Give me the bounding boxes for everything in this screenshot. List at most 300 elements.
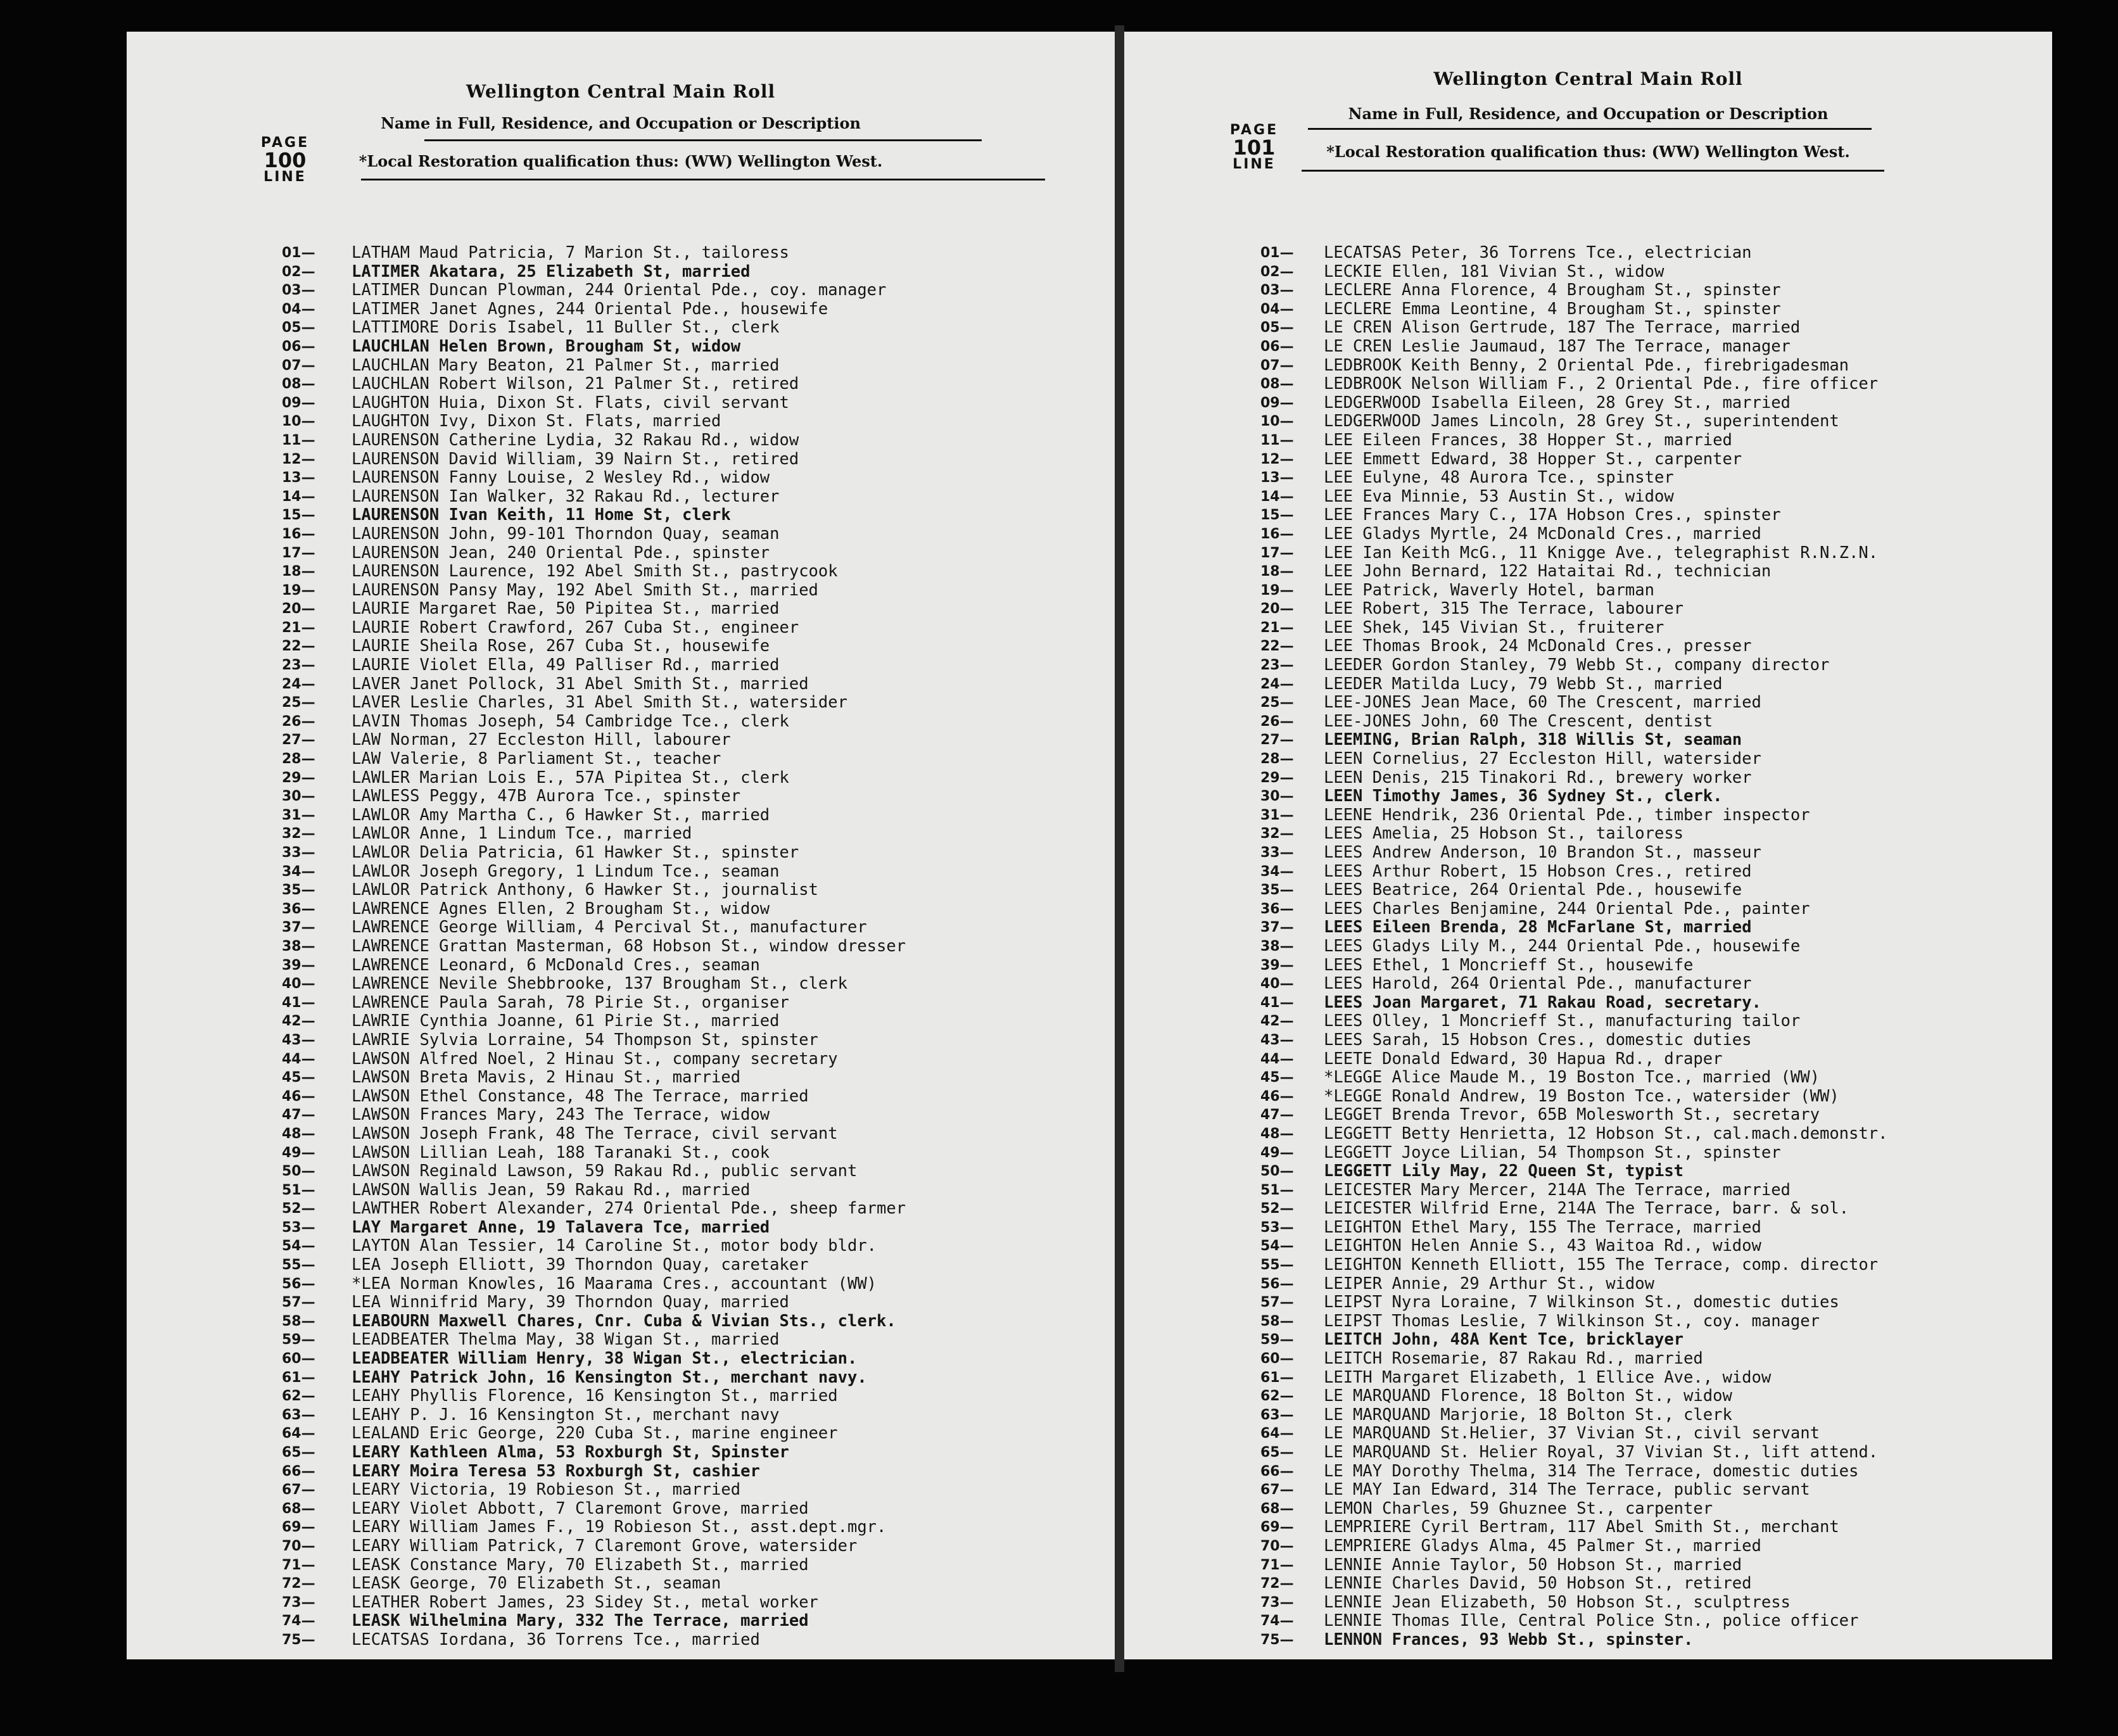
entry-text: LEARY Victoria, 19 Robieson St., married (352, 1480, 741, 1500)
entry-text: LEE Emmett Edward, 38 Hopper St., carpenter (1324, 449, 1742, 469)
roll-entry (1124, 787, 2052, 806)
entry-text: LEIGHTON Kenneth Elliott, 155 The Terrace, comp. director (1324, 1255, 1879, 1275)
roll-entry (1124, 1593, 2052, 1612)
line-number: 29— (282, 770, 315, 786)
entry-text: LE MARQUAND St.Helier, 37 Vivian St., civil servant (1324, 1424, 1820, 1443)
line-number: 09— (282, 395, 315, 411)
line-number: 67— (1260, 1482, 1294, 1498)
roll-entry (1124, 713, 2052, 732)
line-number: 54— (1260, 1238, 1294, 1255)
line-number: 15— (282, 507, 315, 524)
line-number: 40— (1260, 976, 1294, 992)
line-number: 60— (1260, 1351, 1294, 1367)
line-number: 46— (1260, 1088, 1294, 1105)
entry-text: LEGGET Brenda Trevor, 65B Molesworth St., secretary (1324, 1105, 1820, 1125)
line-number: 25— (282, 695, 315, 711)
roll-entry (1124, 1518, 2052, 1537)
roll-entry (1124, 525, 2052, 544)
roll-entry (127, 750, 1115, 769)
roll-entry (1124, 300, 2052, 319)
entry-text: LEES Andrew Anderson, 10 Brandon St., masseur (1324, 843, 1761, 862)
entry-text: LAWLOR Joseph Gregory, 1 Lindum Tce., seaman (352, 861, 780, 881)
page-number: 101 (1233, 136, 1276, 160)
entry-text: LEEMING, Brian Ralph, 318 Willis St, seaman (1324, 730, 1742, 750)
roll-entry (1124, 1387, 2052, 1406)
line-number: 41— (282, 994, 315, 1011)
roll-title: Wellington Central Main Roll (466, 81, 776, 102)
line-number: 32— (282, 826, 315, 842)
roll-entry (127, 975, 1115, 994)
line-number: 27— (282, 732, 315, 749)
entry-text: LEES Charles Benjamine, 244 Oriental Pde., painter (1324, 899, 1810, 918)
line-number: 65— (282, 1445, 315, 1460)
entry-text: LEICESTER Mary Mercer, 214A The Terrace, married (1324, 1180, 1791, 1200)
roll-entry (127, 694, 1115, 713)
roll-entry (127, 656, 1115, 675)
line-number: 03— (282, 282, 315, 299)
entry-text: LE MARQUAND Florence, 18 Bolton St., widow (1324, 1386, 1732, 1406)
roll-entry (1124, 375, 2052, 394)
entry-text: LEE Eva Minnie, 53 Austin St., widow (1324, 486, 1674, 506)
entry-text: LAVER Janet Pollock, 31 Abel Smith St., married (352, 674, 809, 694)
entry-text: LAWRENCE Nevile Shebbrooke, 137 Brougham St., clerk (352, 974, 847, 994)
line-number: 66— (1260, 1463, 1294, 1479)
entry-text: LAWLOR Anne, 1 Lindum Tce., married (352, 824, 692, 844)
roll-entry (127, 731, 1115, 750)
line-number: 34— (1260, 863, 1294, 880)
entry-text: LAURIE Robert Crawford, 267 Cuba St., engineer (352, 618, 799, 637)
line-number: 55— (282, 1257, 315, 1274)
roll-entry (127, 1181, 1115, 1200)
line-number: 35— (1260, 882, 1294, 899)
line-number: 06— (1260, 338, 1294, 355)
entry-text: LEARY William James F., 19 Robieson St., asst.dept.mgr. (352, 1517, 887, 1537)
line-number: 02— (1260, 263, 1294, 280)
roll-entry (127, 1331, 1115, 1350)
roll-entry (1124, 918, 2052, 937)
entry-text: LAYTON Alan Tessier, 14 Caroline St., motor body bldr. (352, 1236, 877, 1256)
roll-entry (1124, 1237, 2052, 1256)
line-number: 07— (1260, 357, 1294, 374)
entry-text: LEARY Violet Abbott, 7 Claremont Grove, married (352, 1498, 809, 1518)
book-gutter (1115, 25, 1124, 1672)
entry-text: LEADBEATER William Henry, 38 Wigan St., electrician. (352, 1349, 858, 1369)
line-number: 66— (282, 1463, 315, 1479)
entry-text: LATIMER Janet Agnes, 244 Oriental Pde., housewife (352, 299, 828, 319)
roll-entry (1124, 488, 2052, 507)
entry-text: LAWRENCE Agnes Ellen, 2 Brougham St., widow (352, 899, 770, 918)
entry-text: LEASK George, 70 Elizabeth St., seaman (352, 1574, 721, 1593)
roll-entry (127, 956, 1115, 975)
heading-rule (424, 139, 982, 141)
roll-entry (127, 1518, 1115, 1537)
entry-text: LEE Robert, 315 The Terrace, labourer (1324, 599, 1684, 619)
line-number: 35— (282, 882, 315, 899)
line-number: 33— (282, 845, 315, 861)
heading-rule (361, 179, 1045, 181)
line-number: 52— (282, 1201, 315, 1217)
line-number: 22— (1260, 638, 1294, 655)
roll-entry (127, 1106, 1115, 1125)
entry-text: LECATSAS Peter, 36 Torrens Tce., electrician (1324, 243, 1752, 262)
entry-text: LAWSON Frances Mary, 243 The Terrace, widow (352, 1105, 770, 1125)
entry-text: LEENE Hendrik, 236 Oriental Pde., timber inspector (1324, 805, 1810, 825)
entry-text: LEARY Moira Teresa 53 Roxburgh St, cashier (352, 1461, 760, 1481)
roll-entry (1124, 544, 2052, 563)
entry-text: LEITCH John, 48A Kent Tce, bricklayer (1324, 1330, 1684, 1350)
roll-entry (127, 1125, 1115, 1144)
line-number: 26— (282, 713, 315, 730)
line-number: 46— (282, 1088, 315, 1105)
line-number: 21— (282, 619, 315, 636)
roll-entry (1124, 881, 2052, 900)
entry-text: LAWSON Ethel Constance, 48 The Terrace, married (352, 1086, 809, 1106)
line-number: 45— (1260, 1070, 1294, 1086)
entry-text: LAW Valerie, 8 Parliament St., teacher (352, 749, 721, 769)
line-number: 70— (1260, 1538, 1294, 1554)
right-page (1124, 32, 2052, 1659)
entry-text: LEIGHTON Helen Annie S., 43 Waitoa Rd., widow (1324, 1236, 1761, 1256)
roll-entry (127, 525, 1115, 544)
entry-text: LECATSAS Iordana, 36 Torrens Tce., married (352, 1630, 760, 1649)
entry-text: LEGGETT Joyce Lilian, 54 Thompson St., spinster (1324, 1143, 1781, 1162)
line-number: 70— (282, 1538, 315, 1554)
entry-text: LAWSON Wallis Jean, 59 Rakau Rd., married (352, 1180, 751, 1200)
entry-text: LEDBROOK Keith Benny, 2 Oriental Pde., firebrigadesman (1324, 355, 1849, 375)
roll-entry (1124, 338, 2052, 357)
line-number: 26— (1260, 713, 1294, 730)
roll-entry (1124, 806, 2052, 825)
entry-text: LEITH Margaret Elizabeth, 1 Ellice Ave., widow (1324, 1367, 1772, 1387)
line-number: 22— (282, 638, 315, 655)
roll-entry (1124, 1612, 2052, 1631)
roll-entry (1124, 412, 2052, 431)
entry-text: LEAHY Phyllis Florence, 16 Kensington St., married (352, 1386, 838, 1406)
roll-entry (127, 1219, 1115, 1238)
entry-text: LAURENSON Jean, 240 Oriental Pde., spinster (352, 543, 770, 562)
roll-entry (127, 806, 1115, 825)
roll-entry (1124, 975, 2052, 994)
roll-entry (127, 1350, 1115, 1369)
heading-rule (1302, 170, 1884, 172)
entry-text: LAUCHLAN Robert Wilson, 21 Palmer St., retired (352, 374, 799, 394)
entry-text: LE MAY Ian Edward, 314 The Terrace, public servant (1324, 1480, 1810, 1500)
entry-text: LEE Eileen Frances, 38 Hopper St., married (1324, 430, 1732, 450)
line-number: 23— (282, 657, 315, 674)
entry-text: LEES Arthur Robert, 15 Hobson Cres., retired (1324, 861, 1752, 881)
roll-entry (127, 1293, 1115, 1312)
line-number: 63— (1260, 1407, 1294, 1423)
roll-entry (1124, 1012, 2052, 1031)
entry-text: LEE Patrick, Waverly Hotel, barman (1324, 580, 1654, 600)
entry-text: LEE Gladys Myrtle, 24 McDonald Cres., married (1324, 524, 1761, 543)
roll-entry (127, 1574, 1115, 1593)
line-number: 56— (1260, 1276, 1294, 1292)
line-number: 33— (1260, 845, 1294, 861)
line-number: 11— (1260, 432, 1294, 448)
entry-text: LEEN Timothy James, 36 Sydney St., clerk. (1324, 787, 1723, 806)
roll-entry (1124, 1312, 2052, 1331)
roll-entry (127, 1556, 1115, 1575)
line-number: 05— (282, 320, 315, 336)
entry-text: LAURIE Sheila Rose, 267 Cuba St., housewife (352, 637, 770, 656)
line-number: 51— (282, 1182, 315, 1198)
line-number: 54— (282, 1238, 315, 1255)
roll-entry (127, 787, 1115, 806)
entry-text: LAURENSON John, 99-101 Thorndon Quay, seaman (352, 524, 780, 543)
roll-entries (127, 244, 1115, 1650)
entry-text: LEE Thomas Brook, 24 McDonald Cres., presser (1324, 637, 1752, 656)
roll-entry (127, 412, 1115, 431)
left-page (127, 32, 1115, 1659)
line-number: 31— (282, 807, 315, 823)
entry-text: LAY Margaret Anne, 19 Talavera Tce, married (352, 1217, 770, 1237)
entry-text: LEASK Wilhelmina Mary, 332 The Terrace, married (352, 1611, 809, 1631)
entry-text: LEETE Donald Edward, 30 Hapua Rd., draper (1324, 1049, 1723, 1068)
entry-text: LEADBEATER Thelma May, 38 Wigan St., married (352, 1330, 780, 1350)
entry-text: LEES Amelia, 25 Hobson St., tailoress (1324, 824, 1684, 844)
roll-title: Wellington Central Main Roll (1433, 68, 1743, 89)
roll-entry (1124, 562, 2052, 581)
line-number: 43— (282, 1032, 315, 1048)
line-number: 74— (282, 1613, 315, 1630)
line-number: 64— (1260, 1426, 1294, 1442)
roll-entry (127, 1631, 1115, 1650)
line-number: 39— (1260, 957, 1294, 973)
roll-entry (1124, 1293, 2052, 1312)
line-number: 72— (1260, 1576, 1294, 1592)
entry-text: LAURENSON Laurence, 192 Abel Smith St., pastrycook (352, 562, 838, 581)
entry-text: LE CREN Leslie Jaumaud, 187 The Terrace, manager (1324, 336, 1791, 356)
line-number: 04— (282, 301, 315, 317)
line-number: 32— (1260, 826, 1294, 842)
entry-text: LAURENSON Ivan Keith, 11 Home St, clerk (352, 505, 731, 525)
roll-entry (1124, 825, 2052, 844)
roll-entry (127, 1031, 1115, 1050)
roll-entry (1124, 469, 2052, 488)
line-number: 71— (1260, 1557, 1294, 1573)
line-number: 50— (1260, 1163, 1294, 1180)
roll-entry (1124, 637, 2052, 656)
line-number: 61— (1260, 1369, 1294, 1386)
column-heading: Name in Full, Residence, and Occupation or Description (1348, 105, 1829, 123)
roll-entry (127, 1087, 1115, 1106)
line-number: 28— (1260, 751, 1294, 768)
entry-text: LEGGETT Betty Henrietta, 12 Hobson St., cal.mach.demonstr. (1324, 1124, 1888, 1143)
entry-text: LEARY Kathleen Alma, 53 Roxburgh St, Spinster (352, 1443, 789, 1462)
entry-text: LEDGERWOOD Isabella Eileen, 28 Grey St., married (1324, 393, 1791, 412)
entry-text: LENNIE Thomas Ille, Central Police Stn., police officer (1324, 1611, 1859, 1631)
line-number: 41— (1260, 994, 1294, 1011)
line-number: 65— (1260, 1445, 1294, 1460)
line-number: 44— (282, 1051, 315, 1067)
roll-entry (1124, 450, 2052, 469)
entry-text: LAVIN Thomas Joseph, 54 Cambridge Tce., clerk (352, 711, 789, 731)
line-number: 17— (1260, 545, 1294, 561)
roll-entry (1124, 1331, 2052, 1350)
line-number: 30— (282, 789, 315, 805)
line-number: 02— (282, 263, 315, 280)
line-number: 34— (282, 863, 315, 880)
line-number: 47— (282, 1107, 315, 1124)
roll-entry (127, 357, 1115, 376)
roll-entry (127, 825, 1115, 844)
roll-entry (1124, 656, 2052, 675)
roll-entry (127, 1387, 1115, 1406)
roll-entry (1124, 1574, 2052, 1593)
roll-entry (127, 488, 1115, 507)
entry-text: LAWLER Marian Lois E., 57A Pipitea St., clerk (352, 768, 789, 787)
line-number: 10— (282, 414, 315, 430)
line-number: 37— (1260, 920, 1294, 936)
entry-text: LEES Gladys Lily M., 244 Oriental Pde., housewife (1324, 936, 1801, 956)
entry-text: LAWSON Joseph Frank, 48 The Terrace, civil servant (352, 1124, 838, 1143)
entry-text: LAWRIE Sylvia Lorraine, 54 Thompson St, spinster (352, 1030, 818, 1049)
line-number: 21— (1260, 619, 1294, 636)
line-number: 24— (282, 676, 315, 692)
entry-text: LEIPER Annie, 29 Arthur St., widow (1324, 1274, 1654, 1293)
line-number: 59— (1260, 1332, 1294, 1348)
roll-entry (127, 263, 1115, 282)
line-number: 74— (1260, 1613, 1294, 1630)
roll-entry (1124, 1424, 2052, 1443)
roll-entry (1124, 750, 2052, 769)
roll-entry (1124, 1481, 2052, 1500)
roll-entry (127, 1200, 1115, 1219)
entry-text: LAWRENCE Leonard, 6 McDonald Cres., seaman (352, 955, 760, 975)
entry-text: LEES Beatrice, 264 Oriental Pde., housewife (1324, 880, 1742, 900)
line-number: 43— (1260, 1032, 1294, 1048)
line-number: 48— (282, 1125, 315, 1142)
line-number: 08— (282, 376, 315, 393)
roll-entry (127, 619, 1115, 638)
page-number: 100 (263, 148, 307, 172)
page-number-block (253, 136, 317, 184)
entry-text: LEE John Bernard, 122 Hataitai Rd., technician (1324, 562, 1772, 581)
entry-text: LEMPRIERE Cyril Bertram, 117 Abel Smith St., merchant (1324, 1517, 1839, 1537)
roll-entry (127, 844, 1115, 863)
roll-entry (127, 244, 1115, 263)
entry-text: LATTIMORE Doris Isabel, 11 Buller St., clerk (352, 318, 780, 338)
roll-entry (127, 1481, 1115, 1500)
line-number: 69— (1260, 1519, 1294, 1536)
roll-entry (1124, 1106, 2052, 1125)
entry-text: LEATHER Robert James, 23 Sidey St., metal worker (352, 1592, 818, 1612)
entry-text: LEIPST Nyra Loraine, 7 Wilkinson St., domestic duties (1324, 1293, 1839, 1312)
roll-entry (127, 637, 1115, 656)
roll-entry (127, 675, 1115, 694)
roll-entry (1124, 263, 2052, 282)
entry-text: LAURENSON Fanny Louise, 2 Wesley Rd., widow (352, 468, 770, 488)
roll-entry (127, 281, 1115, 300)
roll-entry (1124, 1050, 2052, 1069)
line-number: 20— (1260, 601, 1294, 618)
roll-entry (127, 562, 1115, 581)
entry-text: *LEGGE Ronald Andrew, 19 Boston Tce., watersider (WW) (1324, 1086, 1839, 1106)
entry-text: LEEDER Matilda Lucy, 79 Webb St., married (1324, 674, 1723, 694)
heading-rule (1308, 128, 1872, 130)
entry-text: LEE Frances Mary C., 17A Hobson Cres., spinster (1324, 505, 1781, 525)
entry-text: LEASK Constance Mary, 70 Elizabeth St., married (352, 1555, 809, 1574)
entry-text: LE CREN Alison Gertrude, 187 The Terrace, married (1324, 318, 1801, 338)
entry-text: LEICESTER Wilfrid Erne, 214A The Terrace, barr. & sol. (1324, 1199, 1849, 1219)
entry-text: LAW Norman, 27 Eccleston Hill, labourer (352, 730, 731, 750)
entry-text: LEAHY P. J. 16 Kensington St., merchant navy (352, 1405, 780, 1424)
entry-text: LEABOURN Maxwell Chares, Cnr. Cuba & Vivian Sts., clerk. (352, 1311, 896, 1331)
line-number: 30— (1260, 789, 1294, 805)
entry-text: LEEN Denis, 215 Tinakori Rd., brewery worker (1324, 768, 1752, 787)
entry-text: LAURENSON Ian Walker, 32 Rakau Rd., lecturer (352, 486, 780, 506)
line-number: 56— (282, 1276, 315, 1292)
line-number: 17— (282, 545, 315, 561)
roll-entry (127, 900, 1115, 919)
roll-entry (1124, 1144, 2052, 1163)
roll-entry (1124, 600, 2052, 619)
line-number: 08— (1260, 376, 1294, 393)
qualification-note: *Local Restoration qualification thus: (WW) Wellington West. (1326, 143, 1850, 161)
roll-entry (1124, 863, 2052, 882)
roll-entry (1124, 675, 2052, 694)
roll-entry (127, 881, 1115, 900)
line-number: 44— (1260, 1051, 1294, 1067)
entry-text: LEIGHTON Ethel Mary, 155 The Terrace, married (1324, 1217, 1761, 1237)
line-number: 62— (282, 1388, 315, 1405)
roll-entry (127, 994, 1115, 1013)
roll-entry (127, 1424, 1115, 1443)
roll-entry (127, 1593, 1115, 1612)
entry-text: LAWRENCE George William, 4 Percival St., manufacturer (352, 918, 867, 937)
roll-entry (127, 1068, 1115, 1087)
line-number: 14— (282, 488, 315, 505)
line-label: LINE (263, 169, 307, 185)
entry-text: LEDBROOK Nelson William F., 2 Oriental Pde., fire officer (1324, 374, 1879, 394)
roll-entry (127, 1256, 1115, 1275)
entry-text: LEES Eileen Brenda, 28 McFarlane St, married (1324, 918, 1752, 937)
roll-entry (1124, 1350, 2052, 1369)
roll-entry (127, 1406, 1115, 1425)
roll-entry (1124, 900, 2052, 919)
roll-entry (1124, 431, 2052, 450)
roll-entry (1124, 357, 2052, 376)
roll-entry (127, 1050, 1115, 1069)
roll-entry (1124, 956, 2052, 975)
entry-text: LEE Eulyne, 48 Aurora Tce., spinster (1324, 468, 1674, 488)
roll-entry (127, 1312, 1115, 1331)
roll-entry (1124, 1275, 2052, 1294)
entry-text: LAWSON Breta Mavis, 2 Hinau St., married (352, 1068, 741, 1087)
line-number: 47— (1260, 1107, 1294, 1124)
line-number: 42— (1260, 1013, 1294, 1030)
roll-entry (127, 1275, 1115, 1294)
line-number: 12— (282, 451, 315, 467)
line-number: 58— (282, 1313, 315, 1329)
line-number: 31— (1260, 807, 1294, 823)
line-number: 37— (282, 920, 315, 936)
entry-text: LAVER Leslie Charles, 31 Abel Smith St., watersider (352, 693, 847, 713)
line-number: 18— (282, 564, 315, 580)
entry-text: LEES Harold, 264 Oriental Pde., manufacturer (1324, 974, 1752, 994)
roll-entry (127, 338, 1115, 357)
entry-text: LEMPRIERE Gladys Alma, 45 Palmer St., married (1324, 1536, 1761, 1555)
line-number: 49— (1260, 1144, 1294, 1161)
roll-entry (1124, 1181, 2052, 1200)
roll-entry (1124, 581, 2052, 600)
entry-text: LAURIE Violet Ella, 49 Palliser Rd., married (352, 656, 780, 675)
line-number: 12— (1260, 451, 1294, 467)
line-number: 68— (282, 1500, 315, 1517)
roll-entry (1124, 1500, 2052, 1519)
roll-entry (127, 1369, 1115, 1388)
